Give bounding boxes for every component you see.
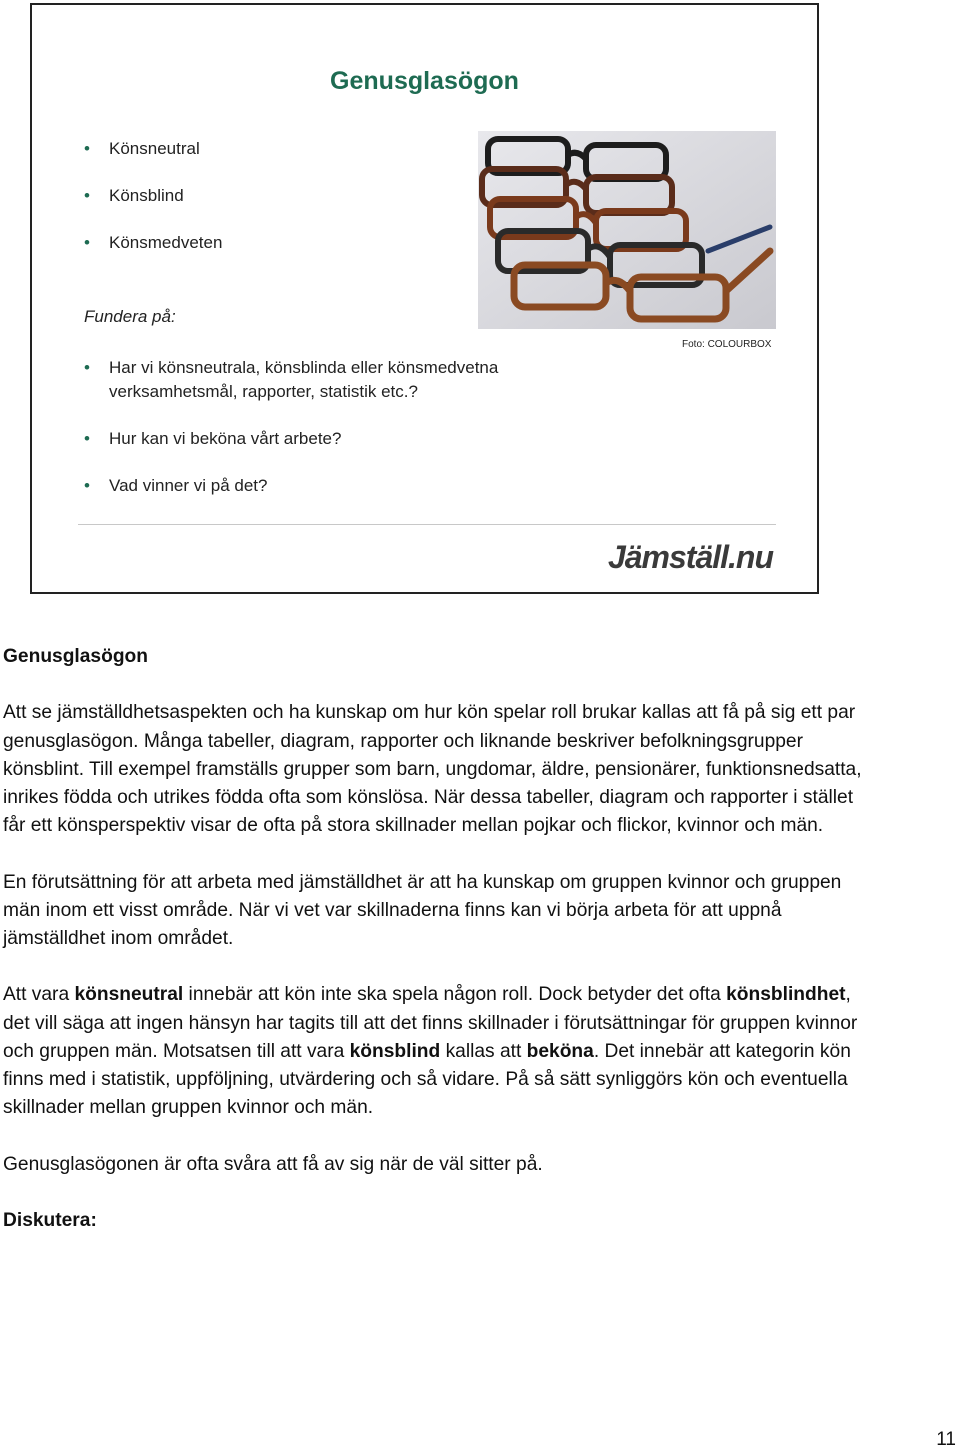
text-span: . Det innebär att kategorin kön finns med i statistik, uppföljning, utvärdering och så vidare. På så sätt synliggörs kön och eventuella skillnader mellan gruppen kvinnor och män. (3, 1040, 851, 1119)
photo-credit: Foto: COLOURBOX (682, 339, 772, 350)
page-number: 11 (936, 1429, 956, 1450)
text-span: kallas att (440, 1040, 527, 1062)
text-span: innebär att kön inte ska spela någon roll. Dock betyder det ofta (183, 984, 727, 1006)
term-konsneutral: könsneutral (74, 984, 184, 1006)
question-item: • Vad vinner vi på det? (82, 474, 549, 521)
question-item: • Har vi könsneutrala, könsblinda eller könsmedvetna verksamhetsmål, rapporter, statistik etc.? (82, 356, 549, 427)
question-item: • Hur kan vi beköna vårt arbete? (82, 427, 549, 474)
text-span: Att vara (3, 984, 75, 1006)
slide (30, 3, 819, 594)
brand-logo: Jämställ.nu (607, 539, 773, 575)
question-list (82, 356, 549, 521)
notes-paragraph (3, 981, 863, 1122)
term-konsblind: könsblind (349, 1040, 441, 1062)
glasses-photo (478, 131, 776, 329)
term-bekona: beköna (526, 1040, 594, 1062)
slide-title: Genusglasögon (330, 67, 519, 95)
notes-paragraph: Att se jämställdhetsaspekten och ha kunskap om hur kön spelar roll brukar kallas att få på sig ett par genusglasögon. Många tabeller, diagram, rapporter och liknande beskriver befolkningsgrupper könsblint. Till exempel framställs grupper som barn, ungdomar, äldre, pensionärer, funktionsnedsatta, inrikes födda och utrikes födda ofta som könslösa. När dessa tabeller, diagram och rapporter i stället får ett könsperspektiv visar de ofta på stora skillnader mellan pojkar och flickor, kvinnor och män. (3, 702, 862, 837)
term-konsblindhet: könsblindhet (726, 984, 846, 1006)
ponder-label: Fundera på: (84, 307, 176, 326)
notes-paragraph: Genusglasögonen är ofta svåra att få av sig när de väl sitter på. (3, 1153, 543, 1175)
concept-item: • Könsneutral (82, 137, 222, 184)
concept-item: • Könsblind (82, 184, 222, 231)
concept-list (82, 137, 222, 278)
slide-divider (78, 524, 776, 525)
speaker-notes (3, 643, 863, 1263)
discuss-heading: Diskutera: (3, 1209, 97, 1231)
notes-paragraph: En förutsättning för att arbeta med jämställdhet är att ha kunskap om gruppen kvinnor och gruppen män inom ett visst område. När vi vet var skillnaderna finns kan vi börja arbeta för att uppnå jämställdhet inom området. (3, 871, 842, 949)
text-span: , det vill säga att ingen hänsyn har tagits till att det finns skillnader i förutsättningar för gruppen kvinnor och gruppen män. Motsatsen till att vara (3, 984, 858, 1062)
notes-heading: Genusglasögon (3, 646, 148, 667)
concept-item: • Könsmedveten (82, 231, 222, 278)
